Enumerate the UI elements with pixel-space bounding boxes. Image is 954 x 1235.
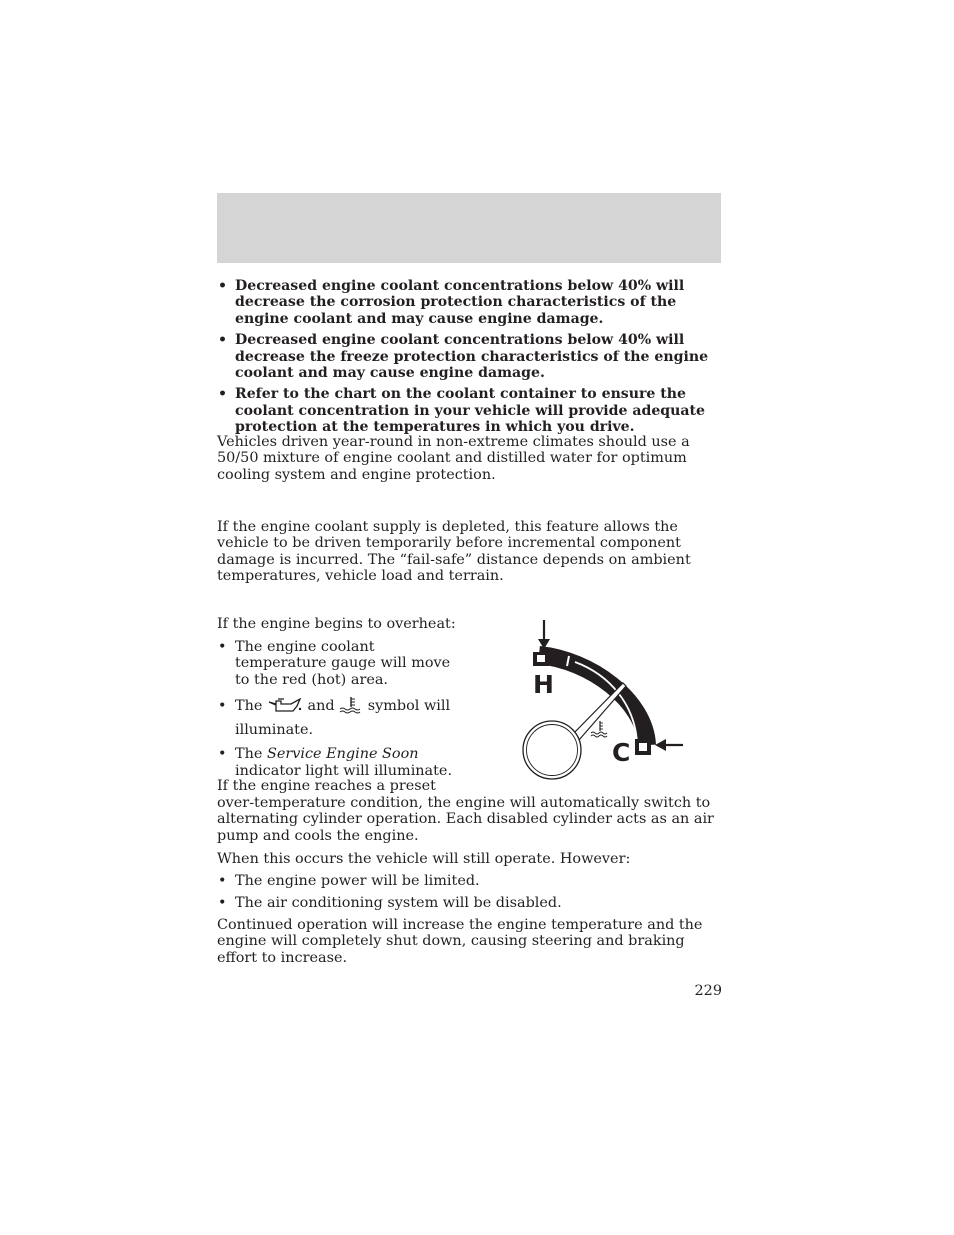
temperature-gauge-illustration — [515, 615, 690, 785]
gauge-cold-label: C — [612, 738, 631, 767]
preset-paragraph: over-temperature condition, the engine will automatically switch to alternating cylinder operation. Each disabled cylinder acts as an air pump and cools the engine. — [217, 795, 714, 844]
operate-paragraph: When this occurs the vehicle will still operate. However: — [217, 851, 631, 867]
warning-item: • Decreased engine coolant concentrations below 40% will decrease the corrosion protection characteristics of the engine coolant and may cause engine damage. — [217, 278, 722, 327]
overheat-item-ses: • The Service Engine Soon indicator light will illuminate. — [217, 746, 465, 779]
gauge-hot-label: H — [533, 670, 554, 699]
overheat-list — [217, 639, 465, 779]
operate-item: • The engine power will be limited. — [217, 873, 722, 889]
operate-list — [217, 873, 722, 912]
warning-list — [217, 278, 722, 441]
overheat-intro: If the engine begins to overheat: — [217, 616, 456, 632]
page-number: 229 — [694, 983, 722, 999]
preset-paragraph-first-line: If the engine reaches a preset — [217, 778, 436, 794]
continued-paragraph: Continued operation will increase the engine temperature and the engine will completely shut down, causing steering and braking effort to increase. — [217, 917, 703, 966]
service-engine-soon-name: Service Engine Soon — [266, 746, 419, 763]
overheat-item-gauge: • The engine coolant temperature gauge will move to the red (hot) area. — [217, 639, 465, 688]
failsafe-paragraph: If the engine coolant supply is depleted, this feature allows the vehicle to be driven temporarily before incremental component damage is incurred. The “fail-safe” distance depends on ambient temperatures, vehicle load and terrain. — [217, 519, 691, 585]
coolant-temperature-icon — [339, 696, 363, 720]
overheat-item-symbols: • The and symbol will illuminate. — [217, 696, 465, 740]
oil-can-icon — [267, 698, 303, 720]
operate-item: • The air conditioning system will be disabled. — [217, 895, 722, 911]
warning-item: • Refer to the chart on the coolant container to ensure the coolant concentration in your vehicle will provide adequate protection at the temperatures in which you drive. — [217, 386, 722, 435]
section-header-band — [217, 193, 721, 263]
warning-item: • Decreased engine coolant concentrations below 40% will decrease the freeze protection characteristics of the engine coolant and may cause engine damage. — [217, 332, 722, 381]
mixture-paragraph: Vehicles driven year-round in non-extreme climates should use a 50/50 mixture of engine coolant and distilled water for optimum cooling system and engine protection. — [217, 434, 690, 483]
